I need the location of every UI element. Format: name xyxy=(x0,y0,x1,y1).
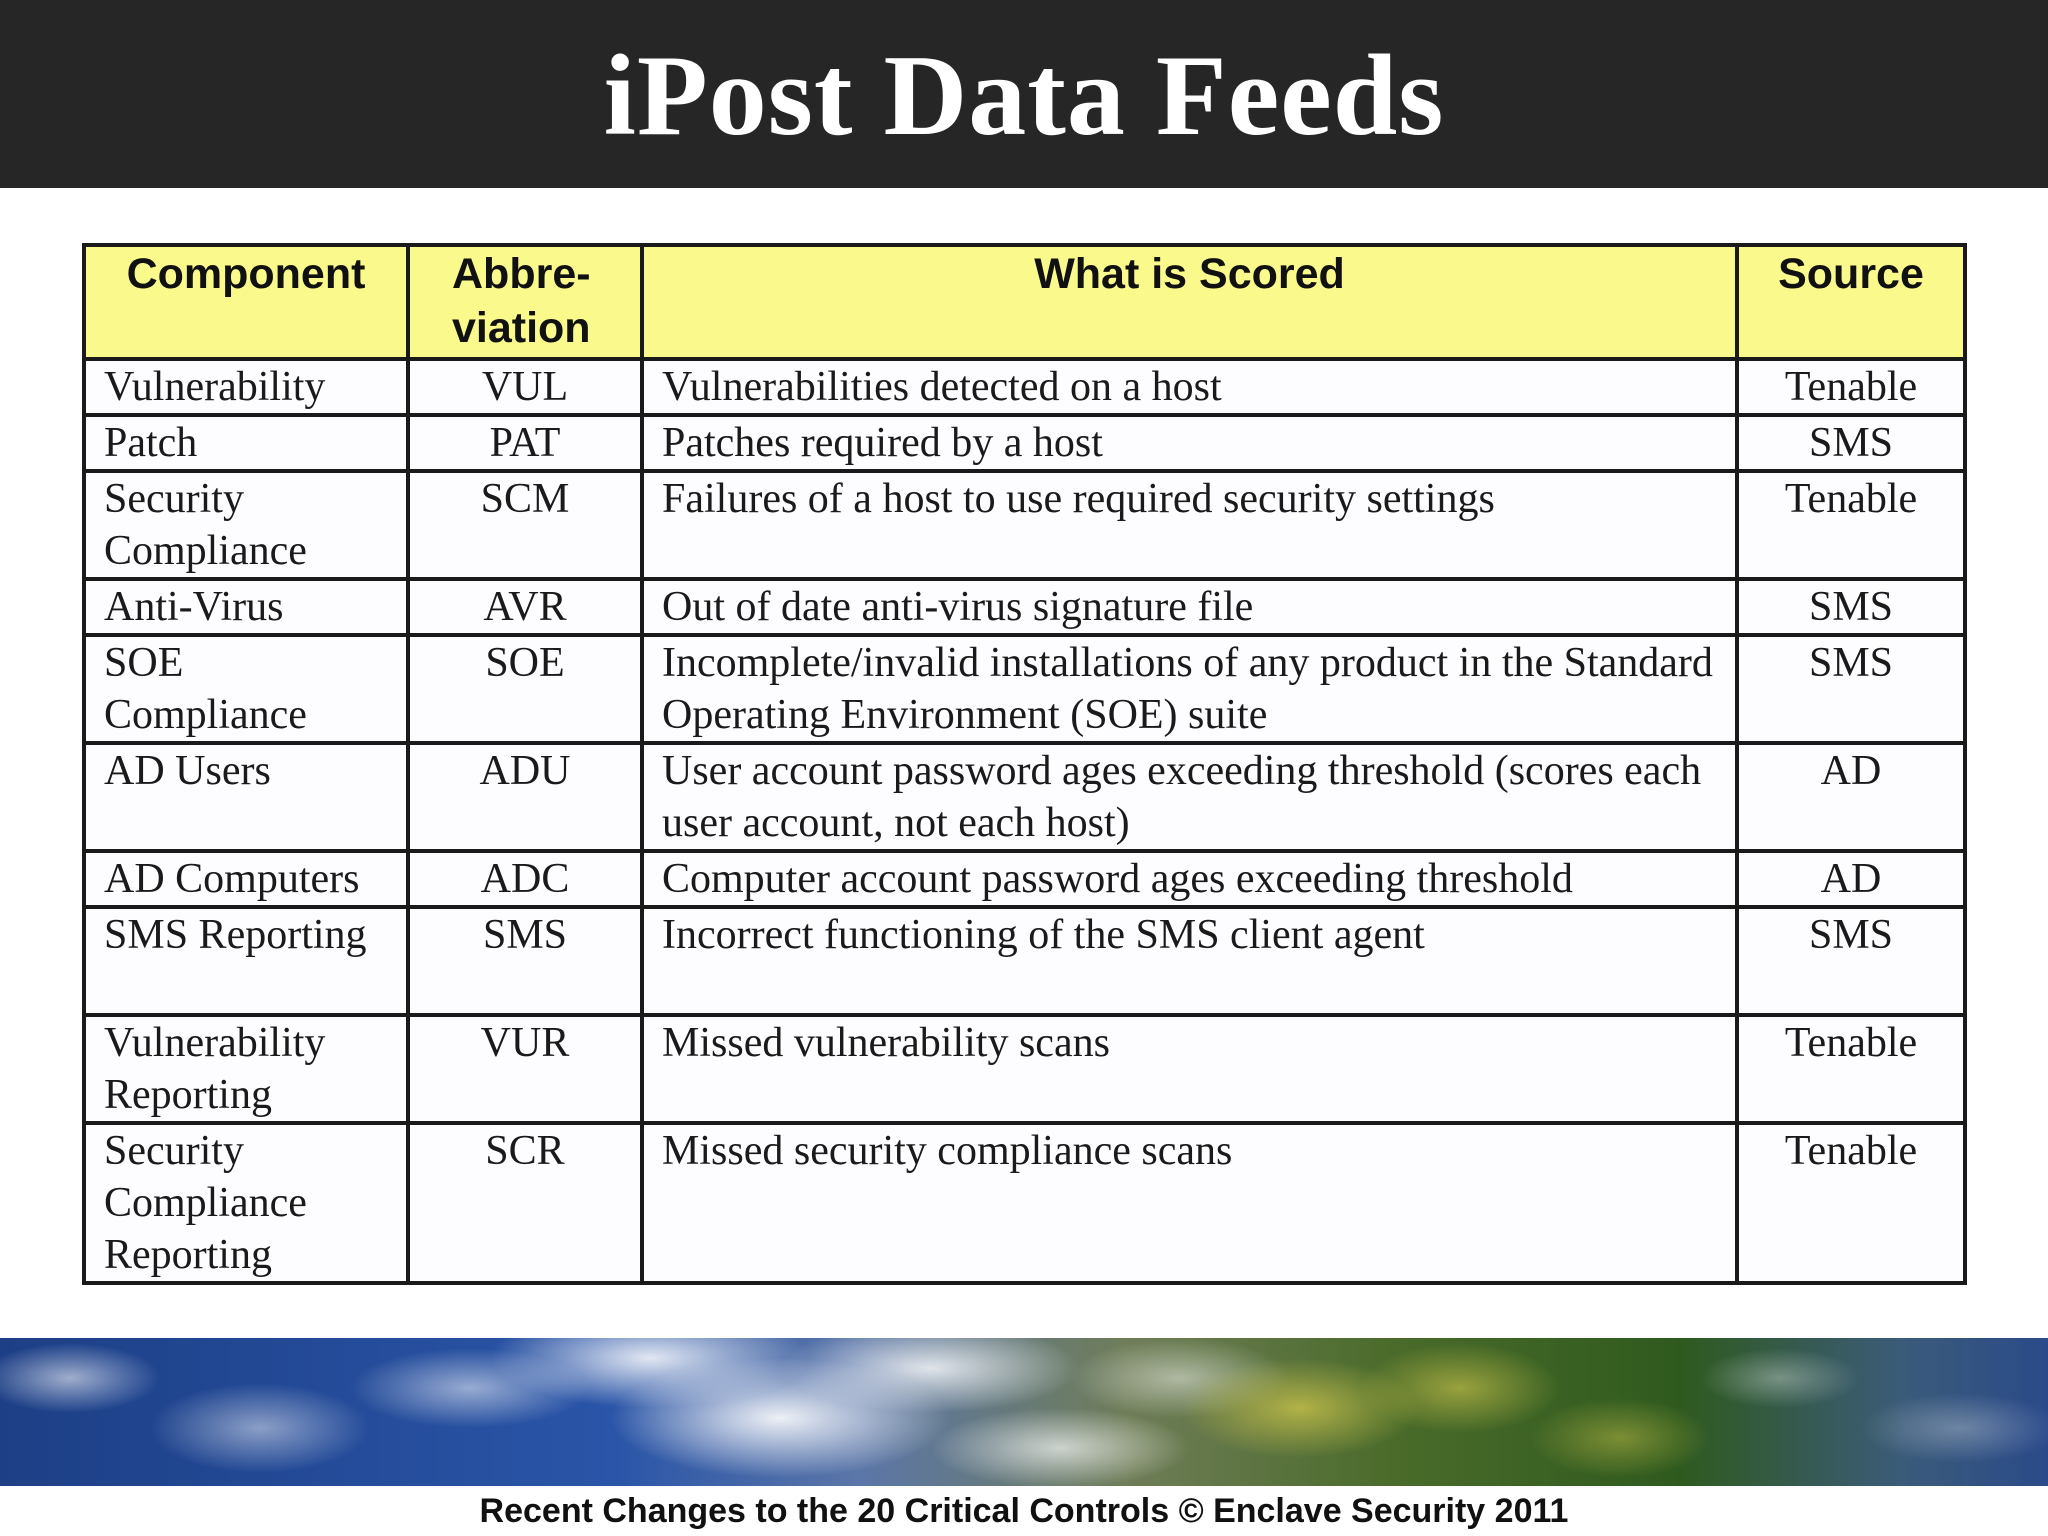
cell-source: SMS xyxy=(1737,635,1965,743)
cell-source: AD xyxy=(1737,851,1965,907)
cell-source: SMS xyxy=(1737,579,1965,635)
cell-source: Tenable xyxy=(1737,1123,1965,1283)
cell-component: SMS Reporting xyxy=(84,907,408,1015)
header-what-is-scored: What is Scored xyxy=(642,245,1737,359)
cell-abbreviation: AVR xyxy=(408,579,642,635)
cell-component: Anti-Virus xyxy=(84,579,408,635)
cell-source: SMS xyxy=(1737,415,1965,471)
table-row xyxy=(84,851,1965,907)
cell-what-is-scored: Incorrect functioning of the SMS client agent xyxy=(642,907,1737,1015)
cell-what-is-scored: Out of date anti-virus signature file xyxy=(642,579,1737,635)
cell-abbreviation: ADC xyxy=(408,851,642,907)
cell-source: Tenable xyxy=(1737,471,1965,579)
footer-caption: Recent Changes to the 20 Critical Controls © Enclave Security 2011 xyxy=(479,1492,1569,1530)
header-abbreviation xyxy=(408,245,642,359)
cell-what-is-scored: Missed vulnerability scans xyxy=(642,1015,1737,1123)
earth-satellite-banner xyxy=(0,1338,2048,1486)
table-row xyxy=(84,579,1965,635)
cell-what-is-scored: Missed security compliance scans xyxy=(642,1123,1737,1283)
cell-abbreviation: SCR xyxy=(408,1123,642,1283)
cell-source: Tenable xyxy=(1737,1015,1965,1123)
cell-what-is-scored: Computer account password ages exceeding threshold xyxy=(642,851,1737,907)
header-abbreviation-label: Abbre-viation xyxy=(452,250,591,352)
cell-abbreviation: PAT xyxy=(408,415,642,471)
cell-component: SOE Compliance xyxy=(84,635,408,743)
cell-component: Security Compliance Reporting xyxy=(84,1123,408,1283)
table-row xyxy=(84,1015,1965,1123)
cell-abbreviation: SMS xyxy=(408,907,642,1015)
table-row xyxy=(84,415,1965,471)
cell-component: Security Compliance xyxy=(84,471,408,579)
cell-source: Tenable xyxy=(1737,359,1965,415)
data-feeds-table-container xyxy=(82,243,1963,1285)
header-source: Source xyxy=(1737,245,1965,359)
cell-what-is-scored: Vulnerabilities detected on a host xyxy=(642,359,1737,415)
cell-component: AD Computers xyxy=(84,851,408,907)
cell-component: Vulnerability Reporting xyxy=(84,1015,408,1123)
table-row xyxy=(84,471,1965,579)
cell-component: Vulnerability xyxy=(84,359,408,415)
cell-abbreviation: ADU xyxy=(408,743,642,851)
cell-component: AD Users xyxy=(84,743,408,851)
table-row xyxy=(84,359,1965,415)
title-bar xyxy=(0,0,2048,188)
cell-abbreviation: VUR xyxy=(408,1015,642,1123)
table-header-row xyxy=(84,245,1965,359)
cell-source: AD xyxy=(1737,743,1965,851)
header-component: Component xyxy=(84,245,408,359)
cell-what-is-scored: Failures of a host to use required security settings xyxy=(642,471,1737,579)
data-feeds-table xyxy=(82,243,1967,1285)
page-title: iPost Data Feeds xyxy=(603,31,1445,160)
cell-abbreviation: SOE xyxy=(408,635,642,743)
cell-source: SMS xyxy=(1737,907,1965,1015)
cell-abbreviation: SCM xyxy=(408,471,642,579)
cell-what-is-scored: User account password ages exceeding threshold (scores each user account, not each host) xyxy=(642,743,1737,851)
cell-what-is-scored: Incomplete/invalid installations of any product in the Standard Operating Environment (SOE) suite xyxy=(642,635,1737,743)
table-row xyxy=(84,1123,1965,1283)
table-row xyxy=(84,635,1965,743)
cell-what-is-scored: Patches required by a host xyxy=(642,415,1737,471)
cell-abbreviation: VUL xyxy=(408,359,642,415)
table-row xyxy=(84,907,1965,1015)
table-row xyxy=(84,743,1965,851)
cell-component: Patch xyxy=(84,415,408,471)
